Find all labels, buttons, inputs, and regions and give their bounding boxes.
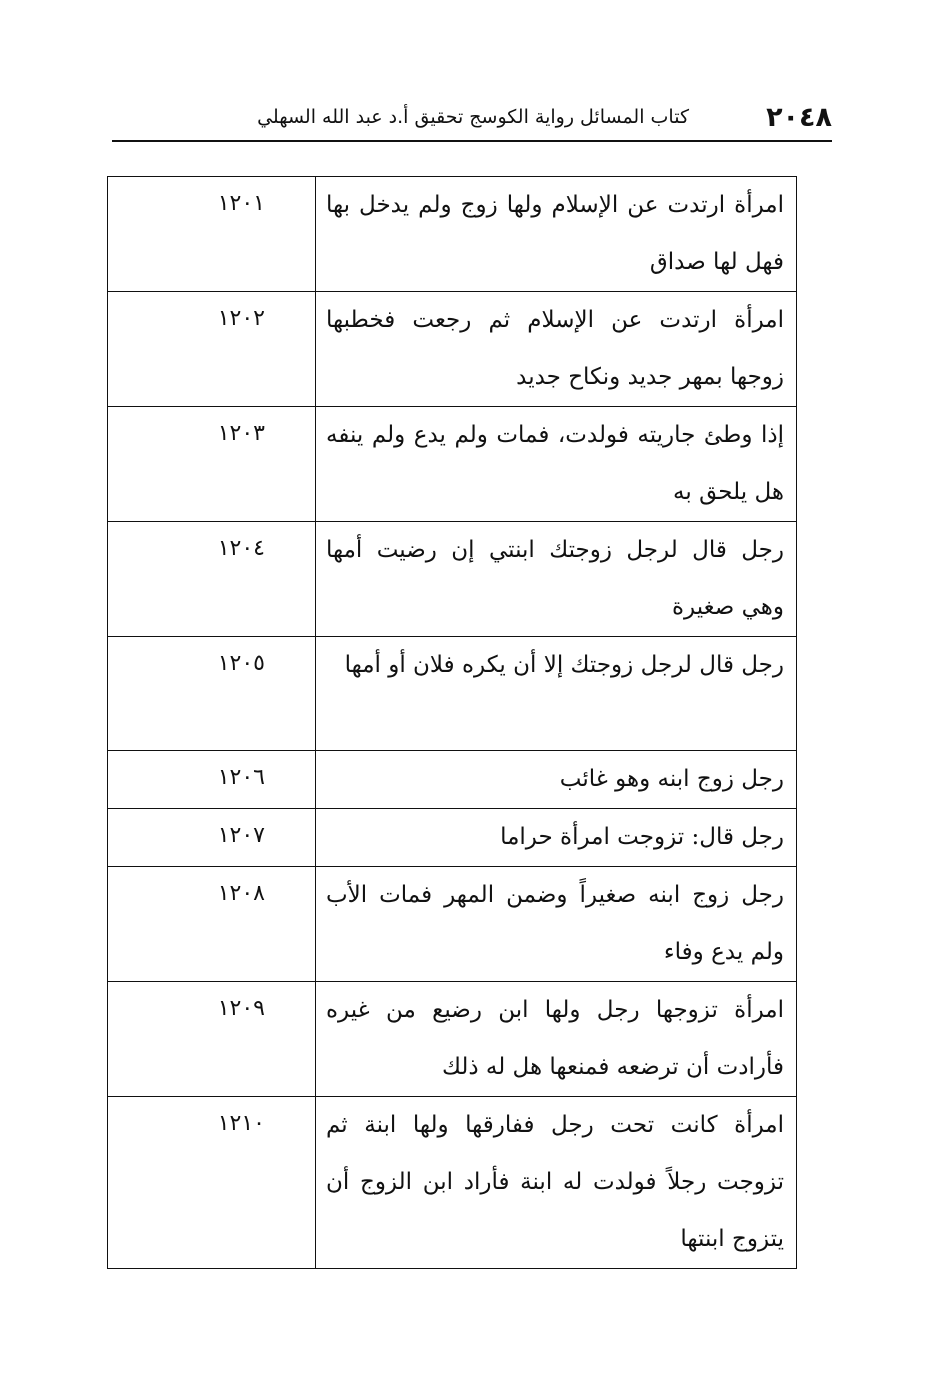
question-text: امرأة ارتدت عن الإسلام ولها زوج ولم يدخل بها فهل لها صداق xyxy=(326,192,784,275)
number-cell xyxy=(108,637,316,751)
question-text: امرأة ارتدت عن الإسلام ثم رجعت فخطبها زوجها بمهر جديد ونكاح جديد xyxy=(326,307,784,390)
page-header xyxy=(112,96,832,142)
number-cell xyxy=(108,522,316,637)
question-text: رجل قال لرجل زوجتك ابنتي إن رضيت أمها وهي صغيرة xyxy=(326,537,784,620)
question-text: رجل زوج ابنه صغيراً وضمن المهر فمات الأب ولم يدع وفاء xyxy=(326,882,784,965)
question-cell xyxy=(316,177,797,292)
table-row xyxy=(108,292,797,407)
question-cell xyxy=(316,1097,797,1269)
questions-table xyxy=(107,176,797,1269)
number-cell xyxy=(108,407,316,522)
question-cell xyxy=(316,637,797,751)
number-cell xyxy=(108,751,316,809)
entry-number: ١٢١٠ xyxy=(217,1111,265,1136)
entry-number: ١٢٠٣ xyxy=(217,421,265,446)
entry-number: ١٢٠١ xyxy=(217,191,265,216)
entry-number: ١٢٠٤ xyxy=(217,536,265,561)
number-cell xyxy=(108,809,316,867)
table-row xyxy=(108,177,797,292)
entry-number: ١٢٠٨ xyxy=(217,881,265,906)
question-cell xyxy=(316,751,797,809)
number-cell xyxy=(108,982,316,1097)
number-cell xyxy=(108,867,316,982)
page-number: ٢٠٤٨ xyxy=(766,102,832,133)
question-cell xyxy=(316,809,797,867)
question-text: رجل قال: تزوجت امرأة حراما xyxy=(500,824,784,850)
entry-number: ١٢٠٦ xyxy=(217,765,265,790)
table-row xyxy=(108,982,797,1097)
number-cell xyxy=(108,177,316,292)
question-cell xyxy=(316,522,797,637)
table-row xyxy=(108,1097,797,1269)
number-cell xyxy=(108,292,316,407)
question-text: امرأة تزوجها رجل ولها ابن رضيع من غيره فأرادت أن ترضعه فمنعها هل له ذلك xyxy=(326,997,784,1080)
entry-number: ١٢٠٩ xyxy=(217,996,265,1021)
table-row xyxy=(108,637,797,751)
entry-number: ١٢٠٥ xyxy=(217,651,265,676)
question-text: امرأة كانت تحت رجل ففارقها ولها ابنة ثم تزوجت رجلاً فولدت له ابنة فأراد ابن الزوج أن يتزوج ابنتها xyxy=(326,1112,784,1252)
entry-number: ١٢٠٢ xyxy=(217,306,265,331)
question-cell xyxy=(316,867,797,982)
entry-number: ١٢٠٧ xyxy=(217,823,265,848)
number-cell xyxy=(108,1097,316,1269)
header-rule xyxy=(112,140,832,142)
table-row xyxy=(108,751,797,809)
table-row xyxy=(108,522,797,637)
table-row xyxy=(108,867,797,982)
running-title: كتاب المسائل رواية الكوسج تحقيق أ.د عبد الله السهلي xyxy=(257,106,689,128)
question-text: إذا وطئ جاريته فولدت، فمات ولم يدع ولم ينفه هل يلحق به xyxy=(326,422,784,505)
question-cell xyxy=(316,982,797,1097)
table-row xyxy=(108,809,797,867)
table-row xyxy=(108,407,797,522)
question-text: رجل زوج ابنه وهو غائب xyxy=(559,766,784,792)
question-cell xyxy=(316,292,797,407)
question-text: رجل قال لرجل زوجتك إلا أن يكره فلان أو أمها xyxy=(344,652,784,678)
question-cell xyxy=(316,407,797,522)
